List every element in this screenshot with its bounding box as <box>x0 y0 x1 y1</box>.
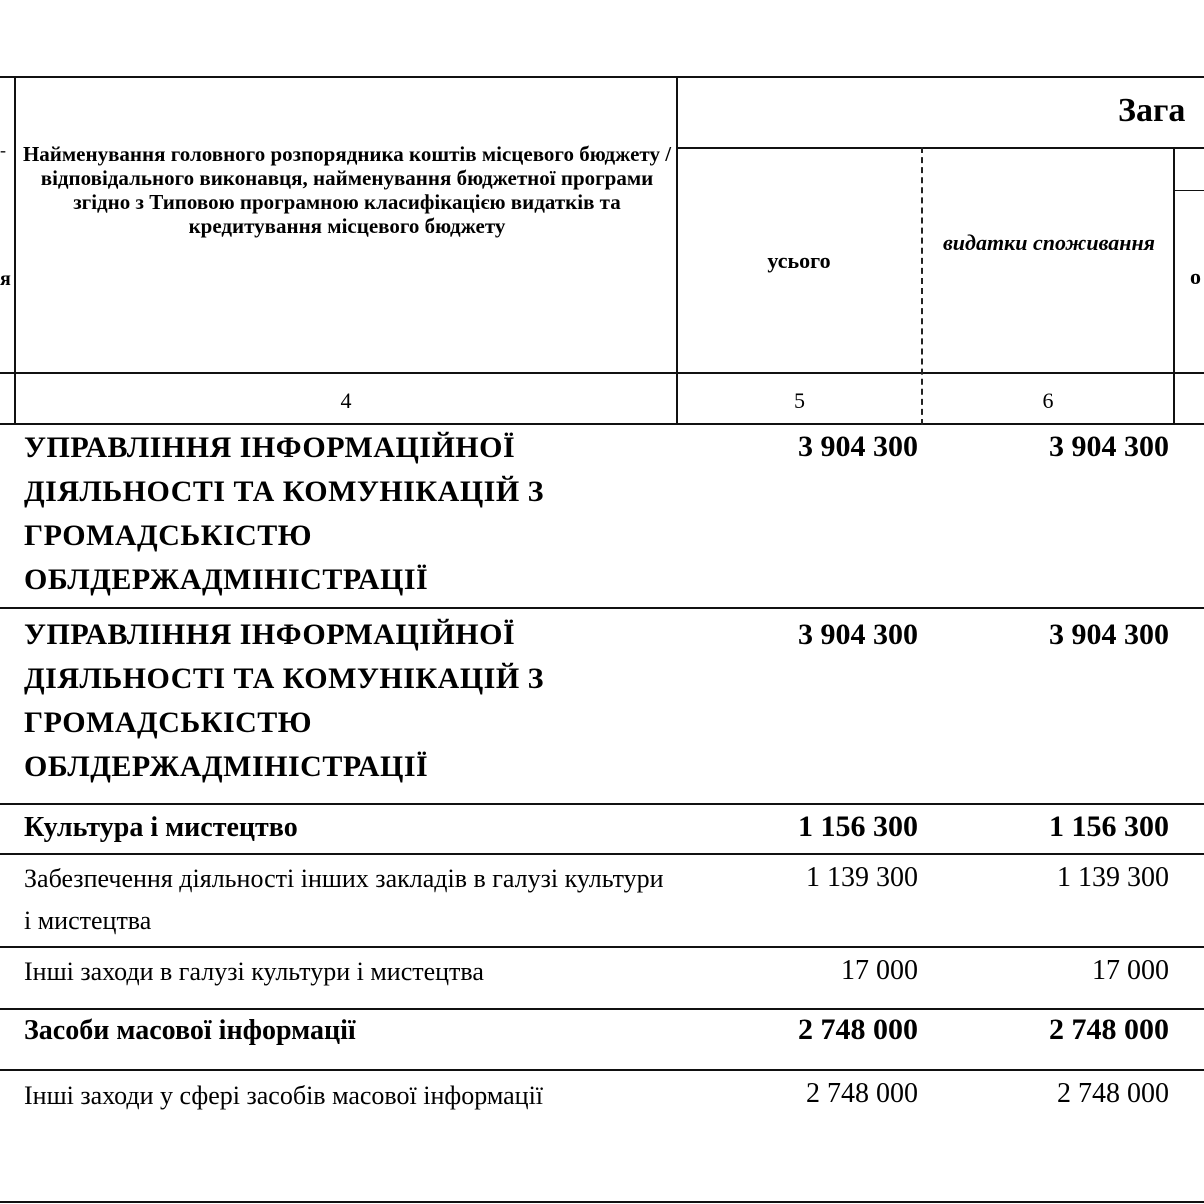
header-general-fund-title: Зага <box>1118 92 1186 129</box>
row-name-group: Засоби масової інформації <box>24 1015 356 1046</box>
row-divider <box>0 853 1204 855</box>
row-total: 2 748 000 <box>806 1078 918 1109</box>
row-total: 2 748 000 <box>798 1013 918 1046</box>
header-subgroup-border <box>678 147 1204 149</box>
header-bottom-border <box>0 372 1204 374</box>
row-divider <box>0 607 1204 609</box>
header-name-column: Найменування головного розпорядника коштів місцевого бюджету / відповідального виконавця, найменування бюджетної програми згідно з Типовою програмною класифікацією видатків та кредитування місцевого бюджету <box>22 142 672 238</box>
row-consumption: 17 000 <box>1092 955 1169 986</box>
row-name-responsible-executor: УПРАВЛІННЯ ІНФОРМАЦІЙНОЇ ДІЯЛЬНОСТІ ТА КОМУНІКАЦІЙ З ГРОМАДСЬКІСТЮ ОБЛДЕРЖАДМІНІСТРАЦІЇ <box>24 618 545 783</box>
row-consumption: 1 139 300 <box>1057 862 1169 893</box>
row-total: 17 000 <box>841 955 918 986</box>
column-divider-left <box>14 76 16 425</box>
row-total: 3 904 300 <box>798 618 918 651</box>
row-name-item: Забезпечення діяльності інших закладів в галузі культури і мистецтва <box>24 864 664 935</box>
row-consumption: 1 156 300 <box>1049 810 1169 843</box>
header-next-column-fragment: о <box>1190 264 1201 289</box>
column-numbers-bottom-border <box>0 423 1204 425</box>
row-divider <box>0 1069 1204 1071</box>
row-total: 1 139 300 <box>806 862 918 893</box>
header-consumption-column: видатки споживання <box>942 230 1156 255</box>
column-number-4: 4 <box>340 388 352 413</box>
table-top-border <box>0 76 1204 78</box>
row-consumption: 3 904 300 <box>1049 618 1169 651</box>
table-bottom-border <box>0 1201 1204 1203</box>
row-total: 3 904 300 <box>798 430 918 463</box>
column-number-5: 5 <box>794 388 805 413</box>
header-sub-subgroup-border <box>1174 190 1204 191</box>
row-divider <box>0 803 1204 805</box>
left-column-header-fragment-top: - <box>0 140 6 160</box>
row-consumption: 2 748 000 <box>1049 1013 1169 1046</box>
header-total-column: усього <box>767 248 831 273</box>
row-divider <box>0 946 1204 948</box>
row-divider <box>0 1008 1204 1010</box>
row-consumption: 3 904 300 <box>1049 430 1169 463</box>
row-total: 1 156 300 <box>798 810 918 843</box>
column-divider-total <box>921 147 923 425</box>
row-name-item: Інші заходи в галузі культури і мистецтва <box>24 957 484 986</box>
row-name-group: Культура і мистецтво <box>24 812 298 843</box>
row-name-item: Інші заходи у сфері засобів масової інформації <box>24 1081 544 1110</box>
left-column-header-fragment: я <box>0 268 11 290</box>
row-consumption: 2 748 000 <box>1057 1078 1169 1109</box>
column-number-6: 6 <box>1042 388 1054 413</box>
column-divider-consumption <box>1173 147 1175 425</box>
row-name-main-manager: УПРАВЛІННЯ ІНФОРМАЦІЙНОЇ ДІЯЛЬНОСТІ ТА КОМУНІКАЦІЙ З ГРОМАДСЬКІСТЮ ОБЛДЕРЖАДМІНІСТРАЦІЇ <box>24 431 545 596</box>
